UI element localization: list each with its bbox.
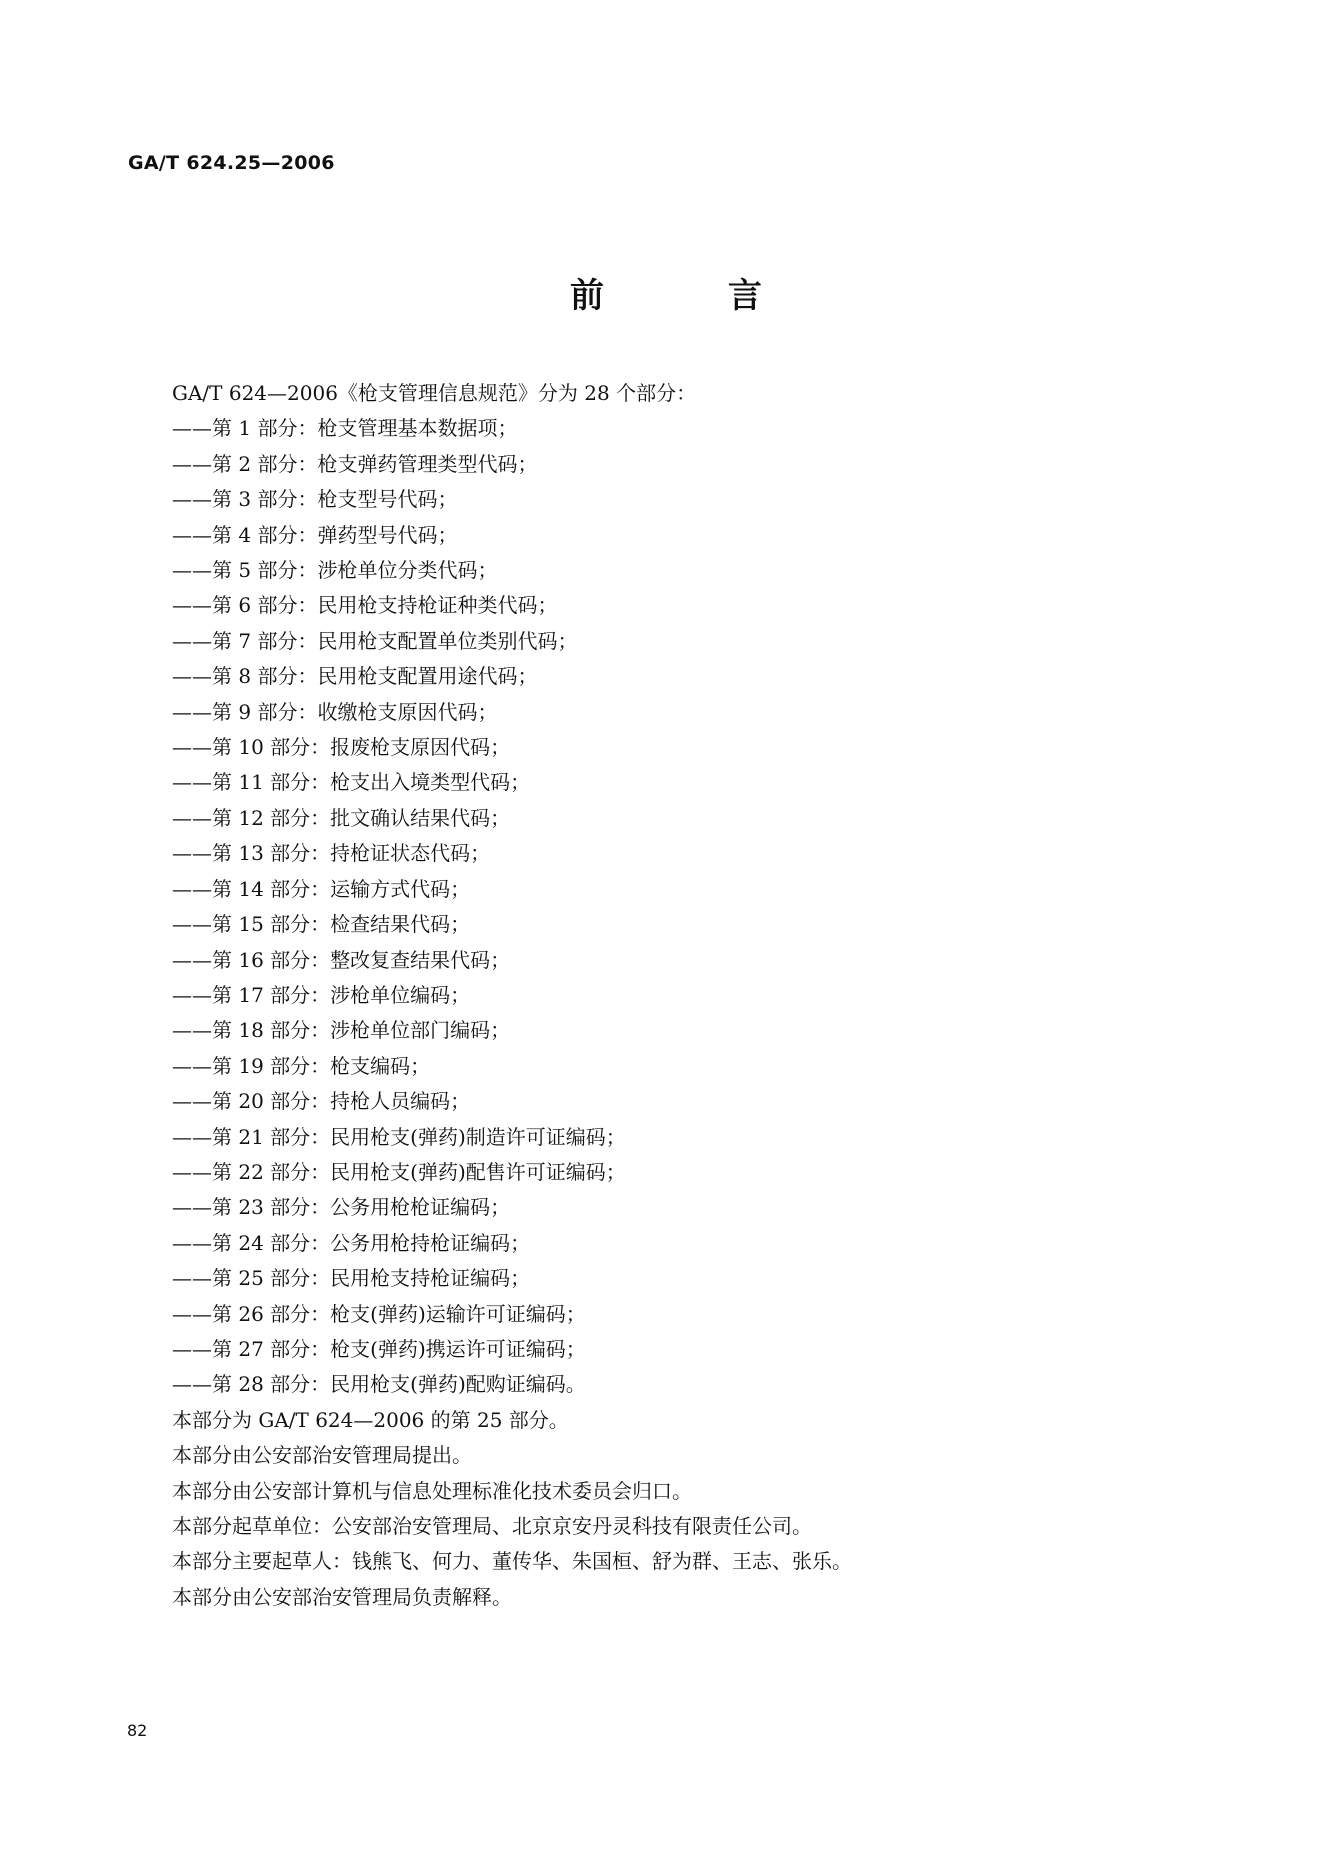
part-line-6: ——第 6 部分：民用枪支持枪证种类代码； bbox=[172, 593, 558, 618]
part-line-13: ——第 13 部分：持枪证状态代码； bbox=[172, 841, 491, 866]
part-line-18: ——第 18 部分：涉枪单位部门编码； bbox=[172, 1018, 511, 1043]
part-line-1: ——第 1 部分：枪支管理基本数据项； bbox=[172, 416, 518, 441]
intro-line: GA/T 624—2006《枪支管理信息规范》分为 28 个部分： bbox=[172, 381, 697, 405]
part-line-23: ——第 23 部分：公务用枪枪证编码； bbox=[172, 1195, 511, 1220]
part-line-5: ——第 5 部分：涉枪单位分类代码； bbox=[172, 558, 498, 583]
part-line-7: ——第 7 部分：民用枪支配置单位类别代码； bbox=[172, 628, 578, 653]
foreword-body bbox=[172, 376, 1192, 1615]
part-line-24: ——第 24 部分：公务用枪持枪证编码； bbox=[172, 1230, 531, 1255]
note-line-2: 本部分由公安部治安管理局提出。 bbox=[172, 1443, 472, 1468]
part-line-16: ——第 16 部分：整改复查结果代码； bbox=[172, 947, 511, 972]
part-line-28: ——第 28 部分：民用枪支(弹药)配购证编码。 bbox=[172, 1372, 586, 1397]
part-line-9: ——第 9 部分：收缴枪支原因代码； bbox=[172, 699, 498, 724]
part-line-3: ——第 3 部分：枪支型号代码； bbox=[172, 487, 458, 512]
part-line-26: ——第 26 部分：枪支(弹药)运输许可证编码； bbox=[172, 1301, 586, 1326]
part-line-21: ——第 21 部分：民用枪支(弹药)制造许可证编码； bbox=[172, 1124, 626, 1149]
part-line-20: ——第 20 部分：持枪人员编码； bbox=[172, 1089, 471, 1114]
standard-code: GA/T 624.25—2006 bbox=[128, 152, 335, 174]
note-line-3: 本部分由公安部计算机与信息处理标准化技术委员会归口。 bbox=[172, 1478, 692, 1503]
part-line-4: ——第 4 部分：弹药型号代码； bbox=[172, 522, 458, 547]
part-line-19: ——第 19 部分：枪支编码； bbox=[172, 1053, 431, 1078]
note-line-6: 本部分由公安部治安管理局负责解释。 bbox=[172, 1584, 512, 1609]
part-line-11: ——第 11 部分：枪支出入境类型代码； bbox=[172, 770, 531, 795]
part-line-17: ——第 17 部分：涉枪单位编码； bbox=[172, 982, 471, 1007]
part-line-12: ——第 12 部分：批文确认结果代码； bbox=[172, 805, 511, 830]
part-line-14: ——第 14 部分：运输方式代码； bbox=[172, 876, 471, 901]
part-line-27: ——第 27 部分：枪支(弹药)携运许可证编码； bbox=[172, 1336, 586, 1361]
part-line-25: ——第 25 部分：民用枪支持枪证编码； bbox=[172, 1266, 531, 1291]
page-title: 前 言 bbox=[570, 276, 818, 316]
part-line-8: ——第 8 部分：民用枪支配置用途代码； bbox=[172, 664, 538, 689]
note-line-1: 本部分为 GA/T 624—2006 的第 25 部分。 bbox=[172, 1407, 569, 1432]
page-number: 82 bbox=[127, 1721, 148, 1740]
part-line-10: ——第 10 部分：报废枪支原因代码； bbox=[172, 735, 511, 760]
note-line-5: 本部分主要起草人：钱熊飞、何力、董传华、朱国桓、舒为群、王志、张乐。 bbox=[172, 1549, 852, 1574]
part-line-22: ——第 22 部分：民用枪支(弹药)配售许可证编码； bbox=[172, 1159, 626, 1184]
part-line-15: ——第 15 部分：检查结果代码； bbox=[172, 912, 471, 937]
note-line-4: 本部分起草单位：公安部治安管理局、北京京安丹灵科技有限责任公司。 bbox=[172, 1514, 812, 1538]
part-line-2: ——第 2 部分：枪支弹药管理类型代码； bbox=[172, 451, 538, 476]
